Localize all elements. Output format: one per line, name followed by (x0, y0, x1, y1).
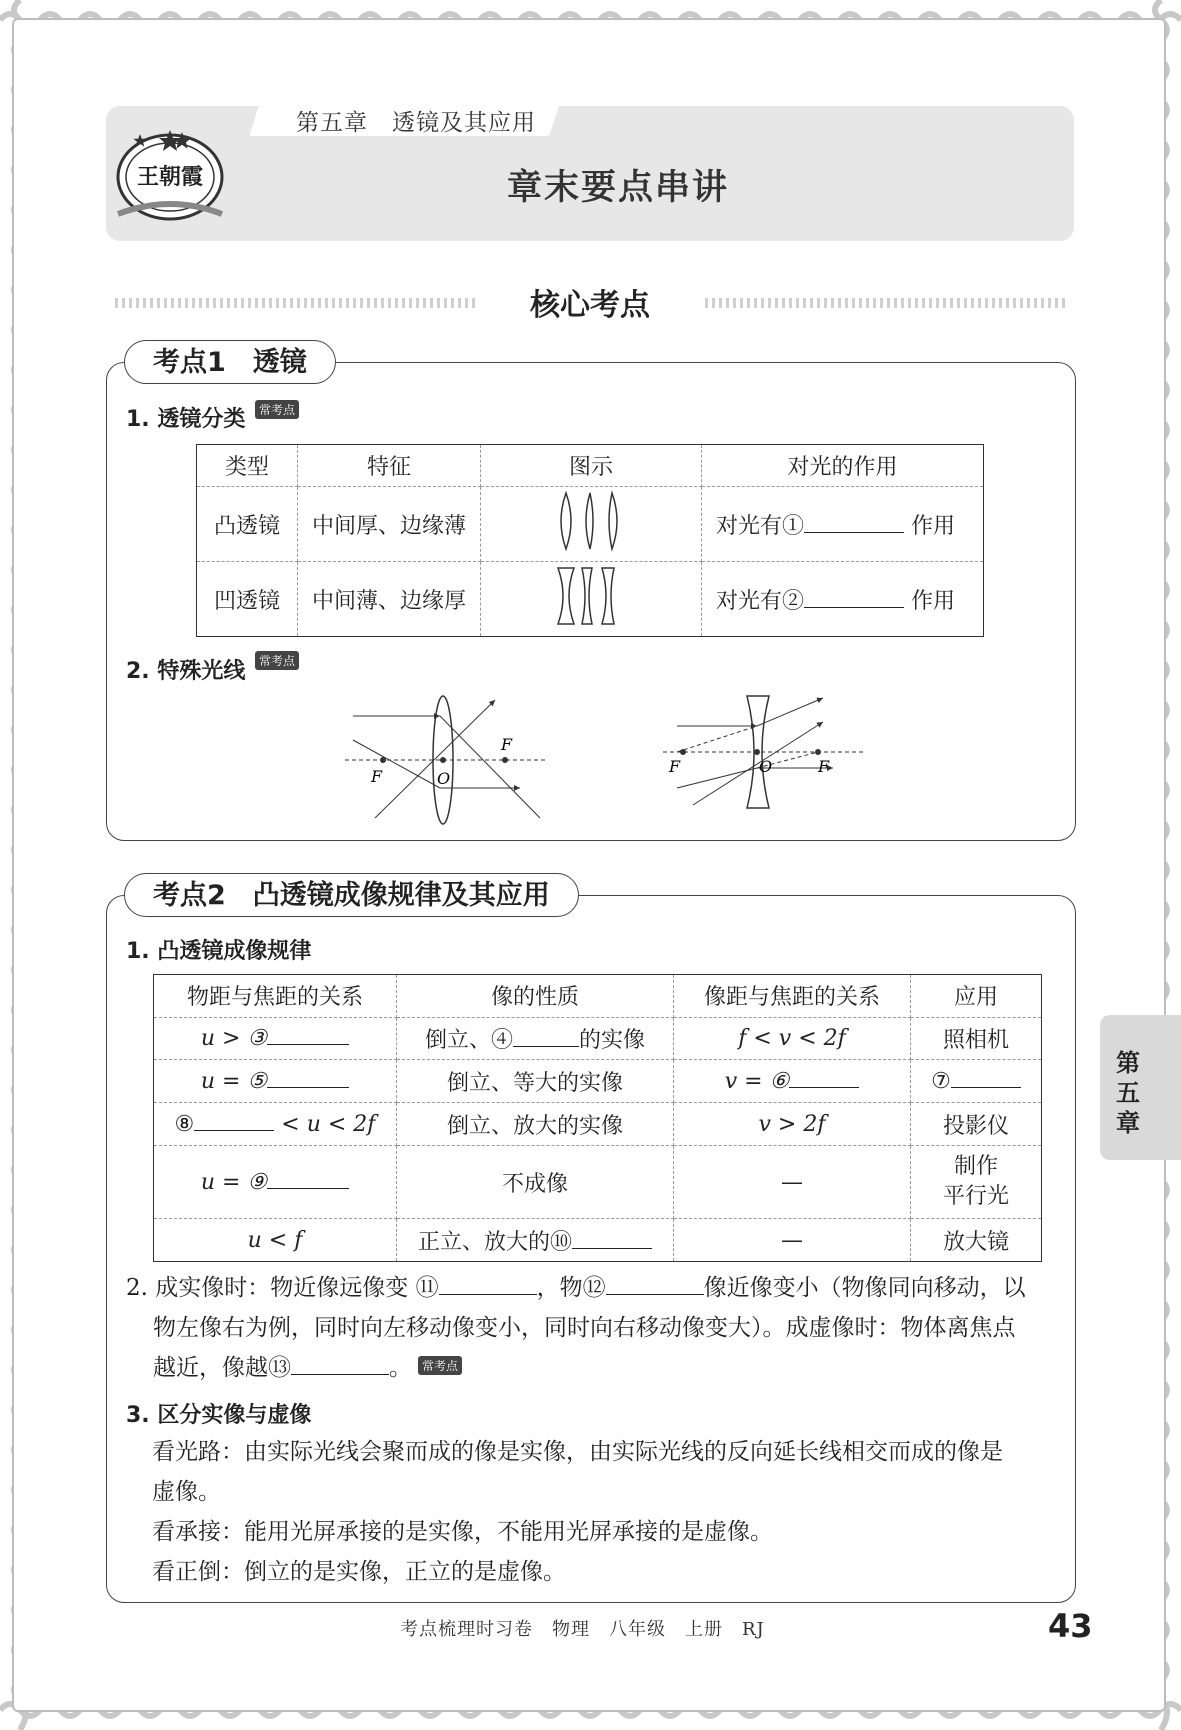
imaging-table-header: 物距与焦距的关系 (154, 975, 397, 1018)
convex-lens-icons (556, 489, 626, 553)
lens-table-cell: 凹透镜 (197, 562, 298, 637)
imaging-table-cell (397, 1017, 674, 1060)
lens-table-cell (702, 562, 984, 637)
effect-prefix: 对光有② (716, 588, 805, 614)
effect-suffix: 作用 (911, 588, 956, 614)
lens-table-header: 特征 (298, 445, 481, 487)
frequent-badge-2: 常考点 (255, 651, 299, 670)
imaging-table-cell: 倒立、等大的实像 (397, 1060, 674, 1103)
para2-line3 (126, 1348, 1066, 1388)
cell-text: v > 2f (758, 1111, 826, 1137)
cell-text: u < f (247, 1227, 303, 1253)
lens-table-cell: 中间厚、边缘薄 (298, 487, 481, 562)
blank-8[interactable] (194, 1130, 274, 1131)
blank-2[interactable] (804, 607, 904, 608)
convex-lens-ray-diagram (345, 690, 545, 825)
point1-sub1: 1. 透镜分类 (126, 407, 246, 432)
footer-text: 考点梳理时习卷 物理 八年级 上册 RJ (400, 1619, 765, 1640)
real-virtual-notes (152, 1432, 1067, 1592)
center-label: O (759, 757, 773, 776)
imaging-table-cell: 不成像 (397, 1145, 674, 1218)
focus-label: F (501, 735, 513, 754)
blank-4[interactable] (513, 1046, 579, 1047)
imaging-table-cell (154, 1060, 397, 1103)
para2-line2: 物左像右为例，同时向左移动像变小，同时向右移动像变大）。成虚像时：物体离焦点 (153, 1315, 1016, 1341)
cell-text: ⑧ (174, 1111, 195, 1137)
imaging-table-cell: 倒立、放大的实像 (397, 1103, 674, 1146)
imaging-table-cell (911, 1060, 1042, 1103)
note-line: 看承接：能用光屏承接的是实像，不能用光屏承接的是虚像。 (152, 1519, 773, 1545)
point1-sub2: 2. 特殊光线 (126, 659, 246, 684)
page-title: 章末要点串讲 (506, 168, 729, 208)
page-number: 43 (1048, 1607, 1093, 1645)
lens-table-header: 类型 (197, 445, 298, 487)
imaging-table-cell (674, 1060, 911, 1103)
para2-text: 像近像变小（物像同向移动，以 (703, 1275, 1026, 1301)
chapter-label: 第五章 透镜及其应用 (296, 110, 536, 136)
convex-lens-figure (481, 487, 702, 562)
imaging-rule-table (153, 974, 1042, 1262)
lens-table-cell: 凸透镜 (197, 487, 298, 562)
imaging-table-header: 像的性质 (397, 975, 674, 1018)
blank-6[interactable] (789, 1087, 859, 1088)
cell-text: 正立、放大的⑩ (417, 1229, 572, 1255)
lens-table-cell (702, 487, 984, 562)
blank-7[interactable] (951, 1087, 1021, 1088)
imaging-table-cell (154, 1145, 397, 1218)
point2-sub3: 3. 区分实像与虚像 (126, 1403, 312, 1428)
cell-text: u > ③ (200, 1026, 268, 1052)
effect-suffix: 作用 (911, 513, 956, 539)
para2-line1 (126, 1268, 1066, 1308)
para2-text: 。 (389, 1355, 412, 1381)
point2-sub1: 1. 凸透镜成像规律 (126, 939, 312, 964)
blank-11[interactable] (439, 1294, 537, 1295)
cell-text: 制作 (953, 1154, 998, 1180)
imaging-table-cell (154, 1103, 397, 1146)
lens-table-header: 对光的作用 (702, 445, 984, 487)
cell-text: f < v < 2f (738, 1026, 846, 1052)
imaging-table-cell: — (674, 1145, 911, 1218)
imaging-table-cell: 放大镜 (911, 1219, 1042, 1262)
imaging-table-cell (674, 1103, 911, 1146)
imaging-table-cell (154, 1219, 397, 1262)
imaging-table-cell (911, 1145, 1042, 1218)
frequent-badge-3: 常考点 (418, 1356, 462, 1375)
note-line: 看正倒：倒立的是实像，正立的是虚像。 (152, 1559, 566, 1585)
concave-lens-icons (556, 564, 626, 628)
imaging-table-header: 像距与焦距的关系 (674, 975, 911, 1018)
lens-table-header: 图示 (481, 445, 702, 487)
cell-text: 的实像 (579, 1028, 646, 1054)
point2-paragraph2 (126, 1268, 1066, 1388)
concave-lens-figure (481, 562, 702, 637)
imaging-table-cell (674, 1017, 911, 1060)
effect-prefix: 对光有① (716, 513, 805, 539)
cell-text: ⑦ (931, 1068, 951, 1094)
blank-3[interactable] (267, 1044, 349, 1045)
cell-text: 平行光 (942, 1184, 1009, 1210)
cell-text: u = ⑨ (200, 1169, 268, 1195)
note-line: 虚像。 (152, 1479, 221, 1505)
blank-12[interactable] (606, 1294, 704, 1295)
lens-table-cell: 中间薄、边缘厚 (298, 562, 481, 637)
section-heading: 核心考点 (530, 288, 650, 323)
section-heading-wrap (115, 280, 1065, 324)
imaging-table-cell: 照相机 (911, 1017, 1042, 1060)
blank-5[interactable] (267, 1087, 349, 1088)
note-line: 看光路：由实际光线会聚而成的像是实像，由实际光线的反向延长线相交而成的像是 (152, 1439, 1003, 1465)
imaging-table-cell: 投影仪 (911, 1103, 1042, 1146)
imaging-table-cell: — (674, 1219, 911, 1262)
concave-lens-ray-diagram (663, 690, 863, 825)
focus-label: F (371, 767, 383, 786)
lens-type-table (196, 444, 984, 637)
blank-13[interactable] (291, 1374, 389, 1375)
point2-tab: 考点2 凸透镜成像规律及其应用 (124, 873, 579, 917)
para2-text: ，物⑫ (536, 1275, 606, 1301)
svg-text:王朝霞: 王朝霞 (136, 164, 204, 190)
cell-text: 倒立、④ (424, 1028, 513, 1054)
center-label: O (437, 769, 451, 788)
imaging-table-header: 应用 (911, 975, 1042, 1018)
blank-9[interactable] (267, 1188, 349, 1189)
focus-label: F (818, 757, 830, 776)
imaging-table-cell (154, 1017, 397, 1060)
blank-1[interactable] (804, 532, 904, 533)
focus-label: F (669, 757, 681, 776)
para2-text: 越近，像越⑬ (153, 1355, 291, 1381)
cell-text: < u < 2f (281, 1111, 376, 1137)
frequent-badge-1: 常考点 (255, 400, 299, 419)
cell-text: v = ⑥ (724, 1068, 790, 1094)
point1-tab: 考点1 透镜 (124, 340, 336, 384)
chapter-side-label: 第五章 (1116, 1049, 1140, 1137)
para2-text: 2. 成实像时：物近像远像变 ⑪ (126, 1275, 439, 1301)
blank-10[interactable] (572, 1248, 652, 1249)
cell-text: u = ⑤ (200, 1068, 268, 1094)
imaging-table-cell (397, 1219, 674, 1262)
